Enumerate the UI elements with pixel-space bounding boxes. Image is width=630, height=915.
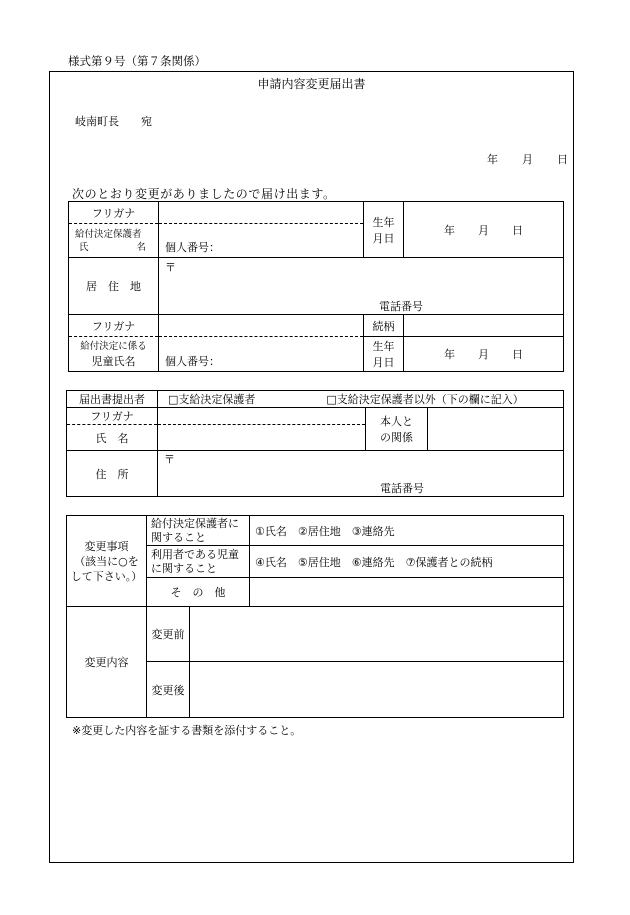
addressee-name: 岐南町長 bbox=[75, 115, 119, 128]
guardian-name-field[interactable] bbox=[159, 224, 364, 258]
change-items-label: 変更事項 （該当に○を して下さい。） bbox=[67, 516, 147, 607]
submitter-relation-label: 本人と の関係 bbox=[366, 408, 428, 451]
change-row1-options[interactable]: ①氏名 ②居住地 ③連絡先 bbox=[250, 516, 564, 546]
submitter-option-other[interactable]: □支給決定保護者以外（下の欄に記入） bbox=[326, 393, 524, 406]
submitter-phone-label: 電話番号 bbox=[380, 482, 424, 495]
date-year: 年 bbox=[487, 153, 498, 166]
guardian-phone-label: 電話番号 bbox=[379, 300, 423, 313]
date-day: 日 bbox=[557, 153, 568, 166]
change-before-field[interactable] bbox=[190, 607, 564, 662]
submitter-address-field[interactable] bbox=[158, 451, 564, 497]
submitter-relation-field[interactable] bbox=[428, 408, 564, 451]
submitter-furigana-label: フリガナ bbox=[67, 408, 158, 425]
child-personal-number-label: 個人番号： bbox=[165, 355, 220, 368]
submitter-furigana-field[interactable] bbox=[158, 408, 366, 425]
date-month: 月 bbox=[522, 153, 533, 166]
change-before-label: 変更前 bbox=[147, 607, 190, 662]
submitter-name-field[interactable] bbox=[158, 425, 366, 451]
change-after-field[interactable] bbox=[190, 662, 564, 718]
submission-date[interactable] bbox=[487, 151, 568, 167]
submitter-option-guardian[interactable]: □支給決定保護者 bbox=[168, 393, 256, 406]
child-furigana-field[interactable] bbox=[159, 315, 364, 337]
child-relation-label: 続柄 bbox=[364, 315, 404, 337]
guardian-furigana-label: フリガナ bbox=[69, 202, 159, 224]
submitter-table bbox=[66, 390, 564, 497]
child-furigana-label: フリガナ bbox=[69, 315, 159, 337]
submitter-label: 届出書提出者 bbox=[67, 391, 158, 408]
guardian-address-label: 居 住 地 bbox=[69, 258, 159, 315]
change-row2-label: 利用者である児童 に関すること bbox=[147, 546, 250, 578]
guardian-personal-number-label: 個人番号： bbox=[165, 241, 220, 254]
change-content-label: 変更内容 bbox=[67, 607, 147, 718]
footnote: ※変更した内容を証する書類を添付すること。 bbox=[72, 724, 302, 737]
guardian-furigana-field[interactable] bbox=[159, 202, 364, 224]
guardian-address-field[interactable] bbox=[159, 258, 564, 315]
change-table bbox=[66, 515, 564, 718]
change-row3-field[interactable] bbox=[250, 578, 564, 607]
child-birthdate-field[interactable]: 年 月 日 bbox=[404, 337, 564, 372]
child-name-field[interactable] bbox=[159, 337, 364, 372]
submitter-options bbox=[158, 391, 564, 408]
change-row3-label: そ の 他 bbox=[147, 578, 250, 607]
guardian-name-label: 給付決定保護者 氏 名 bbox=[69, 224, 159, 258]
change-row1-label: 給付決定保護者に 関すること bbox=[147, 516, 250, 546]
addressee bbox=[75, 113, 152, 129]
submitter-name-label: 氏 名 bbox=[67, 425, 158, 451]
submitter-address-label: 住 所 bbox=[67, 451, 158, 497]
change-row2-options[interactable]: ④氏名 ⑤居住地 ⑥連絡先 ⑦保護者との続柄 bbox=[250, 546, 564, 578]
addressee-honorific: 宛 bbox=[141, 115, 152, 128]
child-name-label: 給付決定に係る 児童氏名 bbox=[69, 337, 159, 372]
form-title: 申請内容変更届出書 bbox=[257, 77, 366, 91]
change-after-label: 変更後 bbox=[147, 662, 190, 718]
child-birth-label: 生年 月日 bbox=[364, 337, 404, 372]
intro-text: 次のとおり変更がありましたので届け出ます。 bbox=[72, 187, 336, 201]
submitter-postal-mark: 〒 bbox=[164, 453, 175, 466]
guardian-birthdate-field[interactable]: 年 月 日 bbox=[404, 202, 564, 258]
guardian-child-table bbox=[68, 201, 564, 372]
child-relation-field[interactable] bbox=[404, 315, 564, 337]
form-number: 様式第９号（第７条関係） bbox=[68, 54, 206, 68]
postal-mark: 〒 bbox=[165, 261, 176, 274]
guardian-birth-label: 生年 月日 bbox=[364, 202, 404, 258]
